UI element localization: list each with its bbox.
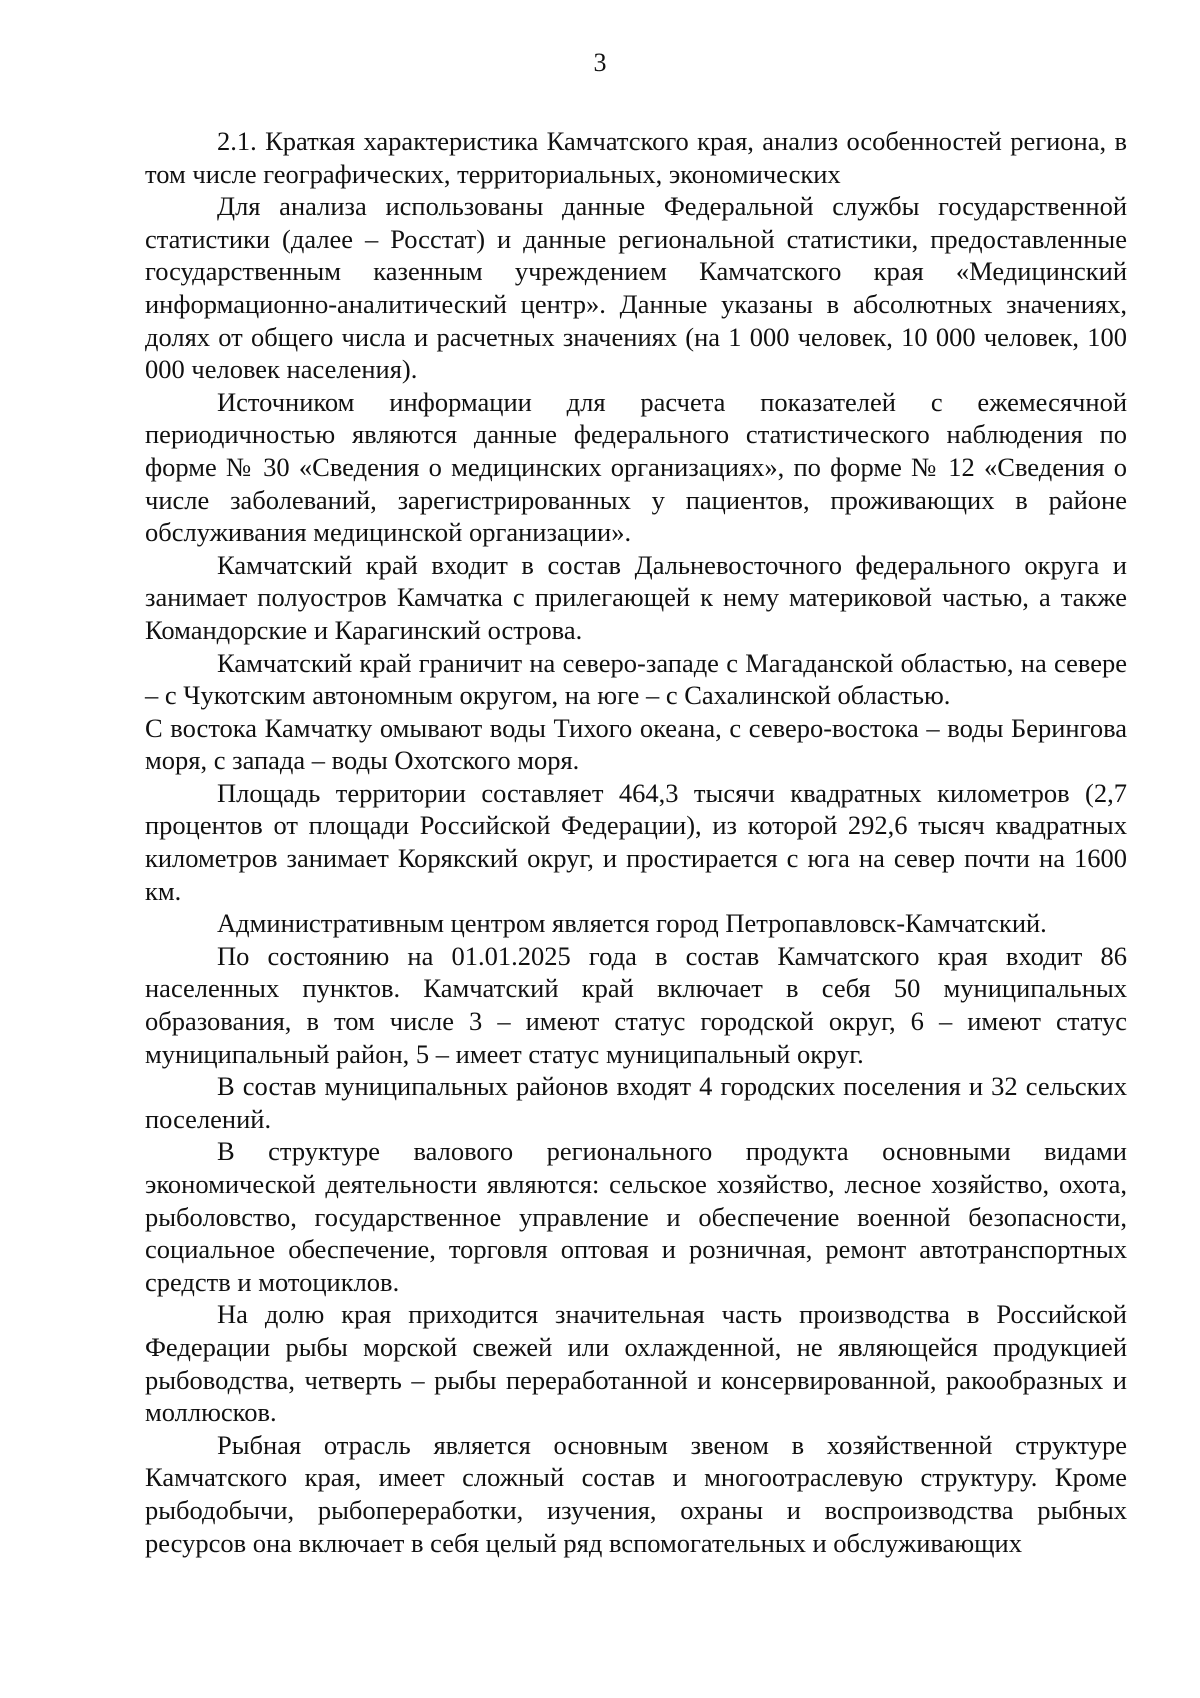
paragraph-seas: С востока Камчатку омывают воды Тихого океана, с северо-востока – воды Берингова моря, с запада – воды Охотского моря. — [145, 712, 1127, 776]
paragraph-settlements: По состоянию на 01.01.2025 года в состав Камчатского края входит 86 населенных пунктов. Камчатский край включает в себя 50 муниципальных образования, в том числе 3 – имеют статус городской округ, 6 – имеют статус муниципальный район, 5 – имеет статус муниципальный округ. — [145, 940, 1127, 1069]
paragraph-admin-center: Административным центром является город Петропавловск-Камчатский. — [217, 908, 1047, 939]
paragraph-area: Площадь территории составляет 464,3 тысячи квадратных километров (2,7 процентов от площади Российской Федерации), из которой 292,6 тысяч квадратных километров занимает Корякский округ, и простирается с юга на север почти на 1600 км. — [145, 777, 1127, 906]
paragraph-borders: Камчатский край граничит на северо-западе с Магаданской областью, на севере – с Чукотским автономным округом, на юге – с Сахалинской областью. — [145, 647, 1127, 711]
paragraph-data-sources: Для анализа использованы данные Федеральной службы государственной статистики (далее – Росстат) и данные региональной статистики, предоставленные государственным казенным учреждением Камчатского края «Медицинский информационно-аналитический центр». Данные указаны в абсолютных значениях, долях от общего числа и расчетных значениях (на 1 000 человек, 10 000 человек, 100 000 человек населения). — [145, 191, 1127, 385]
document-body — [145, 125, 1127, 1559]
paragraph-federal-district: Камчатский край входит в состав Дальневосточного федерального округа и занимает полуостров Камчатка с прилегающей к нему материковой частью, а также Командорские и Карагинский острова. — [145, 549, 1127, 645]
paragraph-fish-production: На долю края приходится значительная часть производства в Российской Федерации рыбы морской свежей или охлажденной, не являющейся продукцией рыбоводства, четверть – рыбы переработанной и консервированной, ракообразных и моллюсков. — [145, 1299, 1127, 1428]
paragraph-information-source: Источником информации для расчета показателей с ежемесячной периодичностью являются данные федерального статистического наблюдения по форме № 30 «Сведения о медицинских организациях», по форме № 12 «Сведения о числе заболеваний, зарегистрированных у пациентов, проживающих в районе обслуживания медицинской организации». — [145, 386, 1127, 548]
paragraph-fishing-industry: Рыбная отрасль является основным звеном в хозяйственной структуре Камчатского края, имеет сложный состав и многоотраслевую структуру. Кроме рыбодобычи, рыбопереработки, изучения, охраны и воспроизводства рыбных ресурсов она включает в себя целый ряд вспомогательных и обслуживающих — [145, 1429, 1127, 1558]
paragraph-economy: В структуре валового регионального продукта основными видами экономической деятельности являются: сельское хозяйство, лесное хозяйство, охота, рыболовство, государственное управление и обеспечение военной безопасности, социальное обеспечение, торговля оптовая и розничная, ремонт автотранспортных средств и мотоциклов. — [145, 1136, 1127, 1297]
paragraph-municipal-districts: В состав муниципальных районов входят 4 городских поселения и 32 сельских поселений. — [145, 1071, 1127, 1134]
page-number: 3 — [593, 48, 607, 77]
section-heading-paragraph: 2.1. Краткая характеристика Камчатского края, анализ особенностей региона, в том числе географических, территориальных, экономических — [145, 126, 1127, 189]
